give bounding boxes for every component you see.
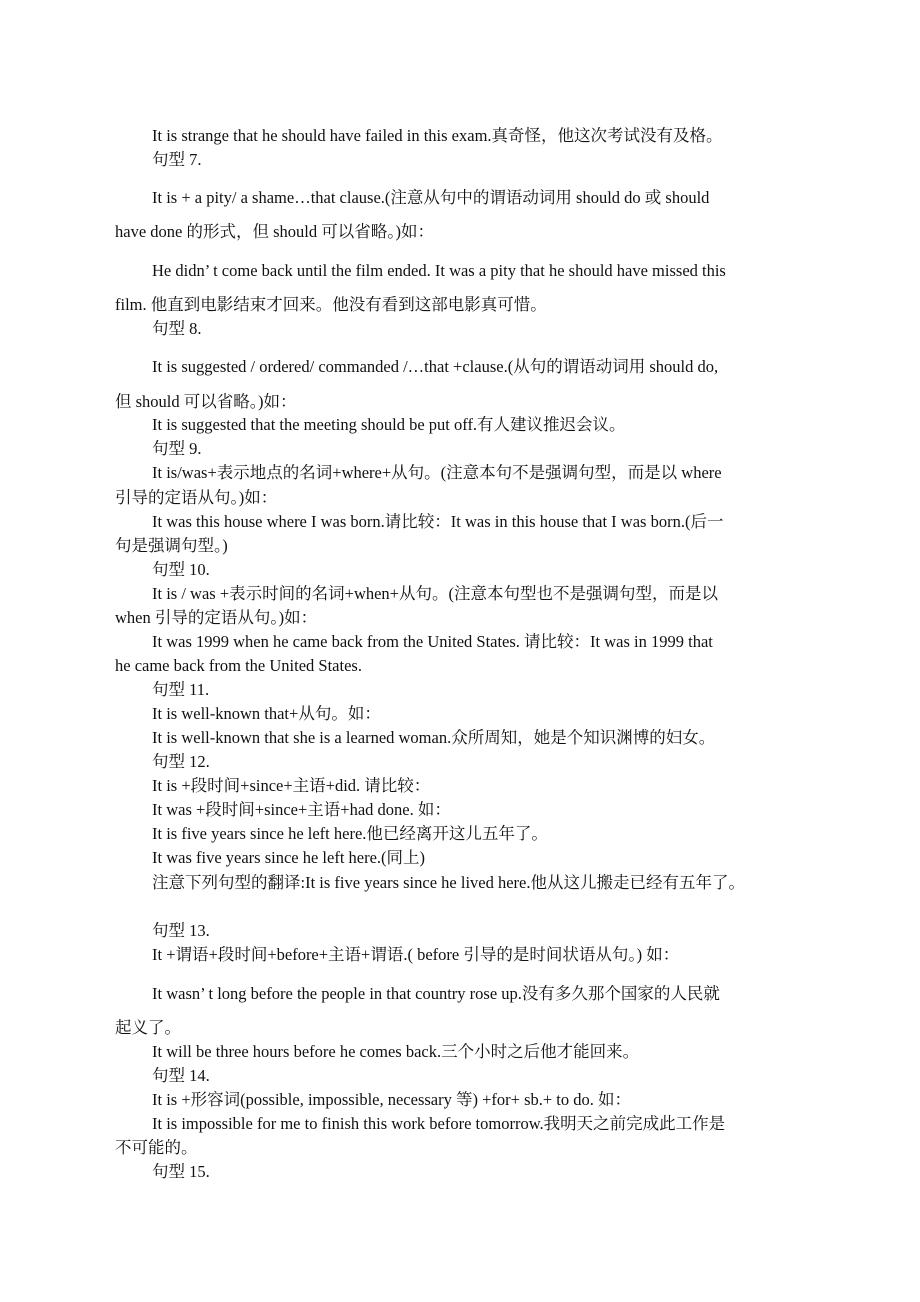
text-line: 但 should 可以省略。)如： <box>115 392 297 411</box>
heading-pattern-13: 句型 13. <box>152 921 210 940</box>
text-line: He didn’ t come back until the film ended. It was a pity that he should have missed this <box>152 261 726 280</box>
text-line: It was 1999 when he came back from the United States. 请比较：It was in 1999 that <box>152 632 713 651</box>
text-line: 引导的定语从句。)如： <box>115 488 278 507</box>
text-line: It is/was+表示地点的名词+where+从句。(注意本句不是强调句型，而是以 where <box>152 463 722 482</box>
text-line: have done 的形式，但 should 可以省略。)如： <box>115 222 434 241</box>
text-line: It +谓语+段时间+before+主语+谓语.( before 引导的是时间状语从句。) 如： <box>152 945 680 964</box>
text-line: It is strange that he should have failed in this exam.真奇怪，他这次考试没有及格。 <box>152 126 723 145</box>
text-line: It is five years since he left here.他已经离开这儿五年了。 <box>152 824 548 843</box>
text-line: It is + a pity/ a shame…that clause.(注意从句中的谓语动词用 should do 或 should <box>152 188 710 207</box>
text-line: It was five years since he left here.(同上) <box>152 848 426 867</box>
text-line: 注意下列句型的翻译:It is five years since he lived here.他从这儿搬走已经有五年了。 <box>152 873 745 892</box>
text-line: 起义了。 <box>115 1018 181 1037</box>
text-line: It wasn’ t long before the people in that country rose up.没有多久那个国家的人民就 <box>152 984 720 1003</box>
text-line: It was this house where I was born.请比较：It was in this house that I was born.(后一 <box>152 512 724 531</box>
heading-pattern-15: 句型 15. <box>152 1162 210 1181</box>
text-line: 不可能的。 <box>115 1138 198 1157</box>
text-line: when 引导的定语从句。)如： <box>115 608 318 627</box>
heading-pattern-7: 句型 7. <box>152 150 202 169</box>
text-line: It is suggested / ordered/ commanded /…that +clause.(从句的谓语动词用 should do, <box>152 357 719 376</box>
text-line: It is well-known that+从句。如： <box>152 704 381 723</box>
text-line: It will be three hours before he comes back.三个小时之后他才能回来。 <box>152 1042 640 1061</box>
text-line: It is well-known that she is a learned woman.众所周知，她是个知识渊博的妇女。 <box>152 728 716 747</box>
heading-pattern-14: 句型 14. <box>152 1066 210 1085</box>
heading-pattern-8: 句型 8. <box>152 319 202 338</box>
text-line: It was +段时间+since+主语+had done. 如： <box>152 800 451 819</box>
text-line: he came back from the United States. <box>115 656 362 675</box>
text-line: It is +形容词(possible, impossible, necessary 等) +for+ sb.+ to do. 如： <box>152 1090 632 1109</box>
heading-pattern-10: 句型 10. <box>152 560 210 579</box>
text-line: It is / was +表示时间的名词+when+从句。(注意本句型也不是强调句型，而是以 <box>152 584 718 603</box>
text-line: It is +段时间+since+主语+did. 请比较： <box>152 776 431 795</box>
heading-pattern-11: 句型 11. <box>152 680 210 699</box>
text-line: 句是强调句型。) <box>115 536 228 555</box>
heading-pattern-12: 句型 12. <box>152 752 210 771</box>
text-line: It is suggested that the meeting should be put off.有人建议推迟会议。 <box>152 415 626 434</box>
heading-pattern-9: 句型 9. <box>152 439 202 458</box>
text-line: film. 他直到电影结束才回来。他没有看到这部电影真可惜。 <box>115 295 547 314</box>
text-line: It is impossible for me to finish this work before tomorrow.我明天之前完成此工作是 <box>152 1114 726 1133</box>
